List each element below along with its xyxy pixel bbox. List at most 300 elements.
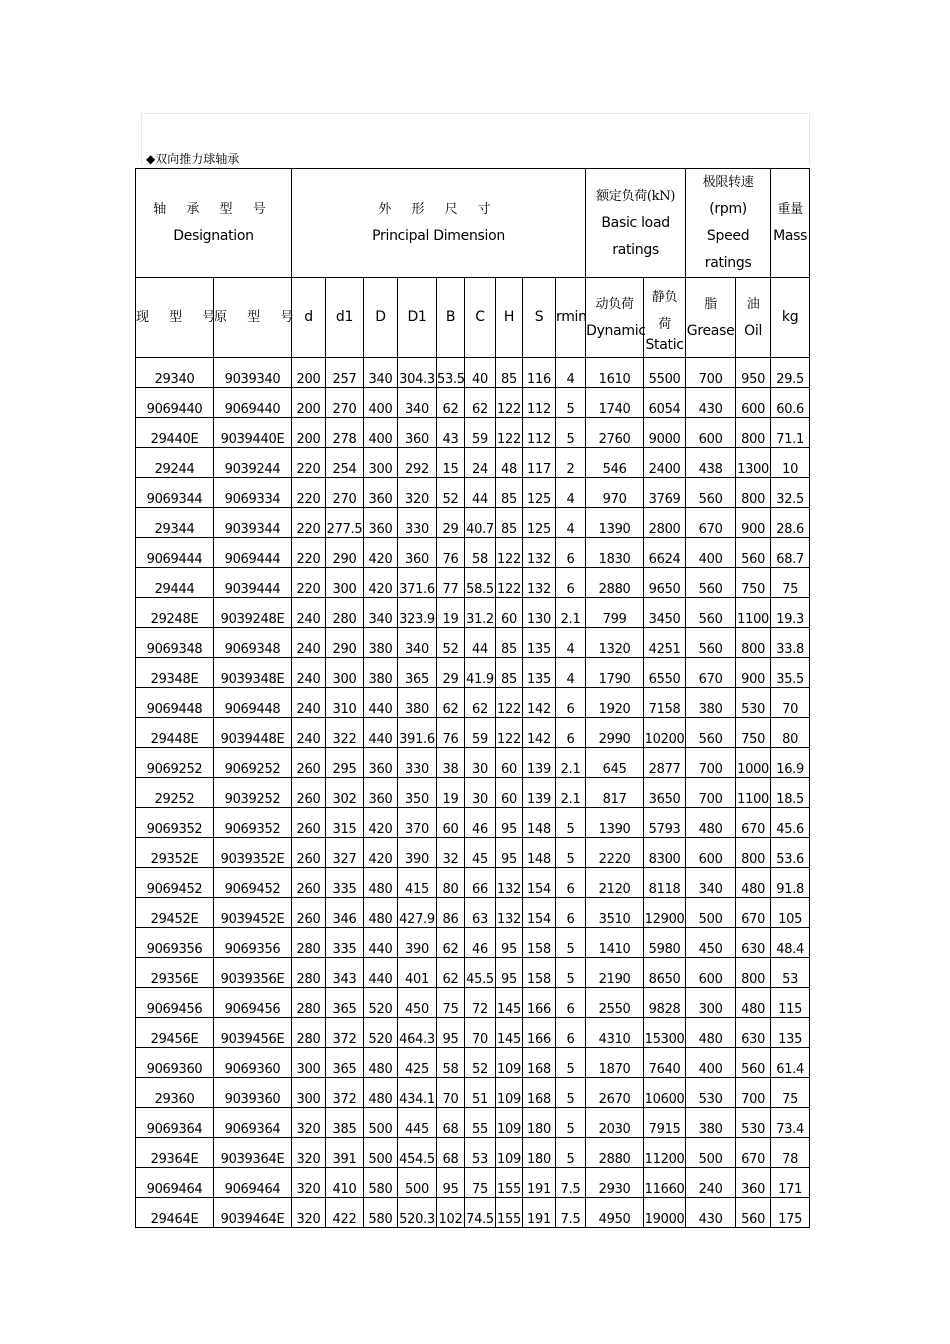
original-designation-header: 原 型 号 <box>214 278 292 358</box>
table-cell: 438 <box>686 448 736 478</box>
table-cell: 9039440E <box>214 418 292 448</box>
table-cell: 600 <box>686 958 736 988</box>
table-cell: 53 <box>771 958 810 988</box>
table-cell: 9039464E <box>214 1198 292 1228</box>
table-cell: 9069360 <box>214 1048 292 1078</box>
table-cell: 9039252 <box>214 778 292 808</box>
table-cell: 2670 <box>586 1078 644 1108</box>
table-row <box>136 568 810 598</box>
table-cell: 257 <box>326 358 364 388</box>
table-cell: 11200 <box>644 1138 686 1168</box>
table-cell: 148 <box>523 808 556 838</box>
table-cell: 9069440 <box>136 388 214 418</box>
table-cell: 9039248E <box>214 598 292 628</box>
table-row <box>136 1018 810 1048</box>
table-cell: 530 <box>736 1108 771 1138</box>
table-row <box>136 838 810 868</box>
table-cell: 425 <box>398 1048 437 1078</box>
table-cell: 132 <box>523 568 556 598</box>
table-cell: 116 <box>523 358 556 388</box>
table-cell: 450 <box>686 928 736 958</box>
table-cell: 799 <box>586 598 644 628</box>
table-cell: 420 <box>364 568 398 598</box>
table-cell: 62 <box>437 958 465 988</box>
table-cell: 670 <box>736 1138 771 1168</box>
table-cell: 5 <box>556 1108 586 1138</box>
table-cell: 166 <box>523 988 556 1018</box>
table-cell: 29248E <box>136 598 214 628</box>
table-cell: 290 <box>326 628 364 658</box>
table-cell: 560 <box>686 718 736 748</box>
table-cell: 1920 <box>586 688 644 718</box>
table-cell: 8650 <box>644 958 686 988</box>
table-cell: 58 <box>437 1048 465 1078</box>
table-cell: 6 <box>556 868 586 898</box>
table-cell: 2.1 <box>556 748 586 778</box>
table-cell: 1790 <box>586 658 644 688</box>
table-cell: 19 <box>437 598 465 628</box>
table-cell: 500 <box>364 1108 398 1138</box>
table-cell: 62 <box>437 688 465 718</box>
table-cell: 29360 <box>136 1078 214 1108</box>
table-cell: 2120 <box>586 868 644 898</box>
table-cell: 46 <box>465 928 496 958</box>
table-cell: 125 <box>523 478 556 508</box>
table-cell: 580 <box>364 1198 398 1228</box>
table-cell: 2.1 <box>556 778 586 808</box>
table-cell: 63 <box>465 898 496 928</box>
table-cell: 51 <box>465 1078 496 1108</box>
table-cell: 335 <box>326 868 364 898</box>
table-cell: 10600 <box>644 1078 686 1108</box>
table-cell: 340 <box>398 388 437 418</box>
header-row <box>136 169 810 278</box>
table-cell: 380 <box>364 658 398 688</box>
table-cell: 360 <box>364 478 398 508</box>
table-cell: 19.3 <box>771 598 810 628</box>
table-cell: 40 <box>465 358 496 388</box>
table-cell: 16.9 <box>771 748 810 778</box>
table-cell: 2990 <box>586 718 644 748</box>
table-cell: 62 <box>437 388 465 418</box>
table-cell: 427.9 <box>398 898 437 928</box>
table-cell: 260 <box>292 838 326 868</box>
table-row <box>136 538 810 568</box>
table-cell: 9039360 <box>214 1078 292 1108</box>
table-cell: 75 <box>771 568 810 598</box>
table-cell: 53.5 <box>437 358 465 388</box>
table-cell: 135 <box>523 628 556 658</box>
table-row <box>136 508 810 538</box>
table-cell: 480 <box>736 868 771 898</box>
table-cell: 10200 <box>644 718 686 748</box>
table-cell: 5 <box>556 1078 586 1108</box>
table-cell: 58.5 <box>465 568 496 598</box>
table-cell: 390 <box>398 838 437 868</box>
table-row <box>136 388 810 418</box>
table-cell: 10 <box>771 448 810 478</box>
col-B: B <box>437 278 465 358</box>
table-cell: 105 <box>771 898 810 928</box>
table-row <box>136 928 810 958</box>
table-row <box>136 628 810 658</box>
table-cell: 5 <box>556 838 586 868</box>
table-cell: 422 <box>326 1198 364 1228</box>
table-cell: 70 <box>771 688 810 718</box>
table-cell: 260 <box>292 808 326 838</box>
table-cell: 370 <box>398 808 437 838</box>
table-cell: 31.2 <box>465 598 496 628</box>
table-row <box>136 358 810 388</box>
table-cell: 2877 <box>644 748 686 778</box>
table-cell: 115 <box>771 988 810 1018</box>
table-cell: 300 <box>686 988 736 1018</box>
table-cell: 900 <box>736 658 771 688</box>
table-cell: 280 <box>292 958 326 988</box>
table-cell: 400 <box>686 1048 736 1078</box>
table-cell: 158 <box>523 928 556 958</box>
table-cell: 440 <box>364 688 398 718</box>
table-cell: 135 <box>523 658 556 688</box>
table-cell: 2550 <box>586 988 644 1018</box>
table-cell: 122 <box>496 718 523 748</box>
table-row <box>136 898 810 928</box>
table-cell: 122 <box>496 388 523 418</box>
table-cell: 60 <box>496 748 523 778</box>
table-cell: 371.6 <box>398 568 437 598</box>
table-cell: 171 <box>771 1168 810 1198</box>
table-cell: 29 <box>437 508 465 538</box>
table-cell: 440 <box>364 718 398 748</box>
table-cell: 142 <box>523 718 556 748</box>
table-cell: 340 <box>686 868 736 898</box>
table-cell: 66 <box>465 868 496 898</box>
col-rmin: rmin <box>556 278 586 358</box>
table-cell: 9828 <box>644 988 686 1018</box>
table-cell: 85 <box>496 658 523 688</box>
col-D1: D1 <box>398 278 437 358</box>
table-cell: 29440E <box>136 418 214 448</box>
table-cell: 220 <box>292 478 326 508</box>
table-cell: 9069364 <box>136 1108 214 1138</box>
table-cell: 800 <box>736 958 771 988</box>
table-cell: 560 <box>736 538 771 568</box>
table-cell: 350 <box>398 778 437 808</box>
table-cell: 145 <box>496 1018 523 1048</box>
col-S: S <box>523 278 556 358</box>
table-cell: 61.4 <box>771 1048 810 1078</box>
table-cell: 970 <box>586 478 644 508</box>
table-cell: 670 <box>736 898 771 928</box>
table-cell: 420 <box>364 838 398 868</box>
table-cell: 9069444 <box>214 538 292 568</box>
table-cell: 132 <box>496 898 523 928</box>
table-cell: 68 <box>437 1138 465 1168</box>
table-cell: 9069352 <box>136 808 214 838</box>
table-cell: 445 <box>398 1108 437 1138</box>
table-cell: 800 <box>736 478 771 508</box>
table-cell: 77 <box>437 568 465 598</box>
table-cell: 29244 <box>136 448 214 478</box>
table-cell: 800 <box>736 628 771 658</box>
table-cell: 95 <box>496 958 523 988</box>
table-cell: 125 <box>523 508 556 538</box>
table-cell: 45.5 <box>465 958 496 988</box>
table-cell: 360 <box>398 538 437 568</box>
table-cell: 220 <box>292 568 326 598</box>
table-cell: 2880 <box>586 1138 644 1168</box>
table-cell: 950 <box>736 358 771 388</box>
table-cell: 73.4 <box>771 1108 810 1138</box>
table-cell: 346 <box>326 898 364 928</box>
table-cell: 323.9 <box>398 598 437 628</box>
table-cell: 530 <box>736 688 771 718</box>
table-cell: 30 <box>465 778 496 808</box>
table-cell: 343 <box>326 958 364 988</box>
table-cell: 4 <box>556 478 586 508</box>
table-cell: 365 <box>398 658 437 688</box>
table-cell: 32 <box>437 838 465 868</box>
table-cell: 9069344 <box>136 478 214 508</box>
table-cell: 372 <box>326 1078 364 1108</box>
table-cell: 9069360 <box>136 1048 214 1078</box>
table-cell: 480 <box>364 1078 398 1108</box>
table-cell: 380 <box>398 688 437 718</box>
table-cell: 372 <box>326 1018 364 1048</box>
table-cell: 630 <box>736 928 771 958</box>
table-cell: 290 <box>326 538 364 568</box>
table-cell: 166 <box>523 1018 556 1048</box>
table-cell: 400 <box>364 388 398 418</box>
table-cell: 180 <box>523 1108 556 1138</box>
table-cell: 9069456 <box>136 988 214 1018</box>
table-cell: 300 <box>326 658 364 688</box>
table-cell: 91.8 <box>771 868 810 898</box>
table-cell: 360 <box>364 748 398 778</box>
table-cell: 9039348E <box>214 658 292 688</box>
table-cell: 75 <box>465 1168 496 1198</box>
table-cell: 360 <box>398 418 437 448</box>
table-cell: 400 <box>686 538 736 568</box>
table-cell: 158 <box>523 958 556 988</box>
table-cell: 135 <box>771 1018 810 1048</box>
table-cell: 670 <box>736 808 771 838</box>
table-cell: 9650 <box>644 568 686 598</box>
table-row <box>136 1198 810 1228</box>
table-cell: 300 <box>292 1078 326 1108</box>
table-cell: 109 <box>496 1138 523 1168</box>
table-cell: 560 <box>736 1198 771 1228</box>
table-cell: 29344 <box>136 508 214 538</box>
table-cell: 7640 <box>644 1048 686 1078</box>
table-cell: 85 <box>496 628 523 658</box>
table-cell: 430 <box>686 388 736 418</box>
table-cell: 9039244 <box>214 448 292 478</box>
col-D: D <box>364 278 398 358</box>
table-cell: 9069440 <box>214 388 292 418</box>
table-cell: 95 <box>496 838 523 868</box>
table-cell: 76 <box>437 718 465 748</box>
table-cell: 315 <box>326 808 364 838</box>
table-cell: 391 <box>326 1138 364 1168</box>
table-cell: 60 <box>496 778 523 808</box>
table-cell: 6624 <box>644 538 686 568</box>
table-cell: 132 <box>496 868 523 898</box>
table-cell: 155 <box>496 1198 523 1228</box>
table-cell: 600 <box>736 388 771 418</box>
subheader-row <box>136 278 810 358</box>
table-cell: 9039352E <box>214 838 292 868</box>
table-cell: 6 <box>556 718 586 748</box>
table-cell: 59 <box>465 718 496 748</box>
col-static: 静负 荷 Static <box>644 278 686 358</box>
table-cell: 102 <box>437 1198 465 1228</box>
table-cell: 175 <box>771 1198 810 1228</box>
table-cell: 9069352 <box>214 808 292 838</box>
table-cell: 320 <box>292 1198 326 1228</box>
table-cell: 380 <box>364 628 398 658</box>
table-cell: 320 <box>292 1138 326 1168</box>
table-cell: 29452E <box>136 898 214 928</box>
table-cell: 85 <box>496 478 523 508</box>
table-cell: 450 <box>398 988 437 1018</box>
table-cell: 430 <box>686 1198 736 1228</box>
table-row <box>136 808 810 838</box>
table-cell: 320 <box>292 1108 326 1138</box>
table-cell: 9039344 <box>214 508 292 538</box>
col-grease: 脂 Grease <box>686 278 736 358</box>
table-cell: 9069334 <box>214 478 292 508</box>
table-cell: 60.6 <box>771 388 810 418</box>
table-cell: 29340 <box>136 358 214 388</box>
table-cell: 122 <box>496 538 523 568</box>
table-cell: 78 <box>771 1138 810 1168</box>
table-cell: 48 <box>496 448 523 478</box>
table-cell: 112 <box>523 418 556 448</box>
table-cell: 9069356 <box>214 928 292 958</box>
table-cell: 1000 <box>736 748 771 778</box>
table-cell: 1100 <box>736 778 771 808</box>
table-cell: 70 <box>465 1018 496 1048</box>
table-cell: 335 <box>326 928 364 958</box>
table-cell: 85 <box>496 508 523 538</box>
table-cell: 28.6 <box>771 508 810 538</box>
table-row <box>136 718 810 748</box>
table-cell: 6 <box>556 898 586 928</box>
table-cell: 280 <box>292 928 326 958</box>
table-cell: 580 <box>364 1168 398 1198</box>
table-cell: 440 <box>364 958 398 988</box>
table-cell: 295 <box>326 748 364 778</box>
table-cell: 454.5 <box>398 1138 437 1168</box>
table-cell: 330 <box>398 748 437 778</box>
table-cell: 29.5 <box>771 358 810 388</box>
table-row <box>136 958 810 988</box>
table-cell: 5980 <box>644 928 686 958</box>
table-cell: 9069448 <box>136 688 214 718</box>
table-cell: 68.7 <box>771 538 810 568</box>
table-cell: 3769 <box>644 478 686 508</box>
table-cell: 44 <box>465 628 496 658</box>
table-cell: 9039444 <box>214 568 292 598</box>
table-cell: 2220 <box>586 838 644 868</box>
table-cell: 9069252 <box>214 748 292 778</box>
table-cell: 6550 <box>644 658 686 688</box>
table-cell: 415 <box>398 868 437 898</box>
table-cell: 30 <box>465 748 496 778</box>
table-cell: 109 <box>496 1048 523 1078</box>
table-cell: 154 <box>523 868 556 898</box>
table-row <box>136 1078 810 1108</box>
table-cell: 95 <box>496 808 523 838</box>
table-cell: 9039448E <box>214 718 292 748</box>
table-cell: 270 <box>326 478 364 508</box>
table-cell: 2800 <box>644 508 686 538</box>
table-cell: 95 <box>437 1168 465 1198</box>
table-cell: 132 <box>523 538 556 568</box>
table-cell: 1100 <box>736 598 771 628</box>
table-cell: 168 <box>523 1048 556 1078</box>
table-cell: 29252 <box>136 778 214 808</box>
table-row <box>136 1168 810 1198</box>
table-cell: 2880 <box>586 568 644 598</box>
dimension-header: 外 形 尺 寸 Principal Dimension <box>292 169 586 278</box>
table-cell: 80 <box>437 868 465 898</box>
current-designation-header: 现 型 号 <box>136 278 214 358</box>
table-cell: 2190 <box>586 958 644 988</box>
table-cell: 139 <box>523 748 556 778</box>
table-cell: 9069348 <box>214 628 292 658</box>
table-cell: 322 <box>326 718 364 748</box>
table-cell: 40.7 <box>465 508 496 538</box>
table-cell: 5 <box>556 958 586 988</box>
table-cell: 29356E <box>136 958 214 988</box>
table-cell: 560 <box>686 568 736 598</box>
table-cell: 420 <box>364 538 398 568</box>
table-cell: 670 <box>686 658 736 688</box>
table-cell: 72 <box>465 988 496 1018</box>
table-cell: 340 <box>364 598 398 628</box>
table-cell: 70 <box>437 1078 465 1108</box>
table-cell: 292 <box>398 448 437 478</box>
col-oil: 油 Oil <box>736 278 771 358</box>
table-cell: 464.3 <box>398 1018 437 1048</box>
table-cell: 4 <box>556 508 586 538</box>
table-cell: 330 <box>398 508 437 538</box>
table-cell: 630 <box>736 1018 771 1048</box>
table-cell: 53.6 <box>771 838 810 868</box>
table-cell: 5500 <box>644 358 686 388</box>
table-cell: 300 <box>326 568 364 598</box>
page-frame <box>141 113 810 166</box>
table-cell: 55 <box>465 1108 496 1138</box>
table-cell: 24 <box>465 448 496 478</box>
table-cell: 240 <box>292 688 326 718</box>
table-cell: 109 <box>496 1108 523 1138</box>
table-cell: 6 <box>556 538 586 568</box>
col-d1: d1 <box>326 278 364 358</box>
table-cell: 280 <box>292 1018 326 1048</box>
table-cell: 1830 <box>586 538 644 568</box>
table-cell: 9069252 <box>136 748 214 778</box>
table-cell: 200 <box>292 418 326 448</box>
table-cell: 4310 <box>586 1018 644 1048</box>
table-cell: 1320 <box>586 628 644 658</box>
table-cell: 6 <box>556 1018 586 1048</box>
table-cell: 240 <box>686 1168 736 1198</box>
table-cell: 700 <box>736 1078 771 1108</box>
table-cell: 500 <box>398 1168 437 1198</box>
